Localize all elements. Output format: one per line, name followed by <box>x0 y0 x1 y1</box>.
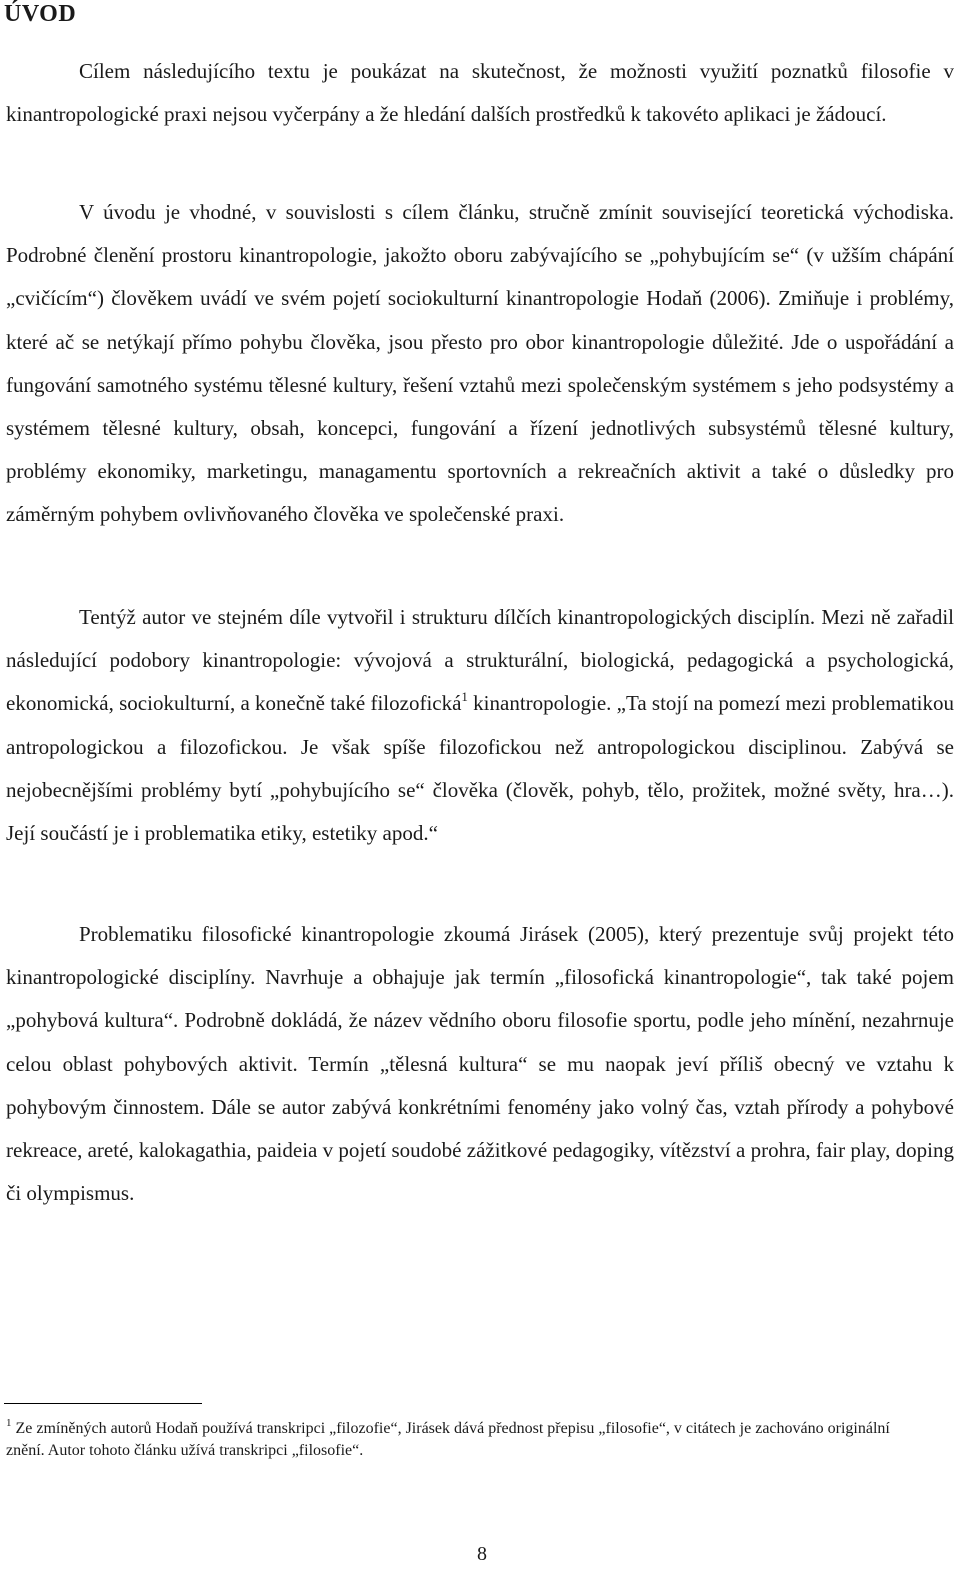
footnote-reference[interactable]: 1 <box>461 689 468 705</box>
footnote-number: 1 <box>6 1417 12 1429</box>
paragraph-subdisciplines <box>6 596 954 855</box>
footnote-separator <box>4 1403 202 1404</box>
page-number: 8 <box>477 1543 487 1565</box>
paragraph-intro-aim: Cílem následujícího textu je poukázat na skutečnost, že možnosti využití poznatků filosofie v kinantropologické praxi nejsou vyčerpány a že hledání dalších prostředků k takovéto aplikaci je žádoucí. <box>6 59 954 127</box>
paragraph-subdisciplines-text-end: kinantropologie. „Ta stojí na pomezí mezi problematikou antropologickou a filozofickou. Je však spíše filozofickou než antropologickou disciplinou. Zabývá se nejobecnějšími problémy bytí „pohybujícího se“ člověka (člověk, pohyb, tělo, prožitek, možné světy, hra…). Její součástí je i problematika etiky, estetiky apod.“ <box>6 691 954 846</box>
paragraph-theoretical-background: V úvodu je vhodné, v souvislosti s cílem článku, stručně zmínit související teoretická východiska. Podrobné členění prostoru kinantropologie, jakožto oboru zabývajícího se „pohybujícím se“ (v užším chápání „cvičícím“) člověkem uvádí ve svém pojetí sociokulturní kinantropologie Hodaň (2006). Zmiňuje i problémy, které ač se netýkají přímo pohybu člověka, jsou přesto pro obor kinantropologie důležité. Jde o uspořádání a fungování samotného systému tělesné kultury, řešení vztahů mezi společenským systémem s jeho podsystémy a systémem tělesné kultury, obsah, koncepci, fungování a řízení jednotlivých subsystémů tělesné kultury, problémy ekonomiky, marketingu, managamentu sportovních a rekreačních aktivit a také o důsledky pro záměrným pohybem ovlivňovaného člověka ve společenské praxi. <box>6 200 954 527</box>
paragraph-philosophical-kinanthropology: Problematiku filosofické kinantropologie zkoumá Jirásek (2005), který prezentuje svůj projekt této kinantropologické disciplíny. Navrhuje a obhajuje jak termín „filosofická kinantropologie“, tak také pojem „pohybová kultura“. Podrobně dokládá, že název vědního oboru filosofie sportu, podle jeho mínění, nezahrnuje celou oblast pohybových aktivit. Termín „tělesná kultura“ se mu naopak jeví příliš obecný ve vztahu k pohybovým činnostem. Dále se autor zabývá konkrétními fenomény jako volný čas, vztah přírody a pohybové rekreace, areté, kalokagathia, paideia v pojetí soudobé zážitkové pedagogiky, vítězství a prohra, fair play, doping či olympismus. <box>6 922 954 1206</box>
paragraph-subdisciplines-text-start: Tentýž autor ve stejném díle vytvořil i strukturu dílčích kinantropologických disciplín. Mezi ně zařadil následující podobory kinantropologie: vývojová a strukturální, biologická, pedagogická a psychologická, ekonomická, sociokulturní, a konečně také filozofická <box>6 605 954 716</box>
section-heading: ÚVOD <box>4 1 77 27</box>
footnote <box>6 1418 926 1462</box>
footnote-text: Ze zmíněných autorů Hodaň používá transkripci „filozofie“, Jirásek dává přednost přepisu „filosofie“, v citátech je zachováno originální znění. Autor tohoto článku užívá transkripci „filosofie“. <box>6 1420 890 1459</box>
